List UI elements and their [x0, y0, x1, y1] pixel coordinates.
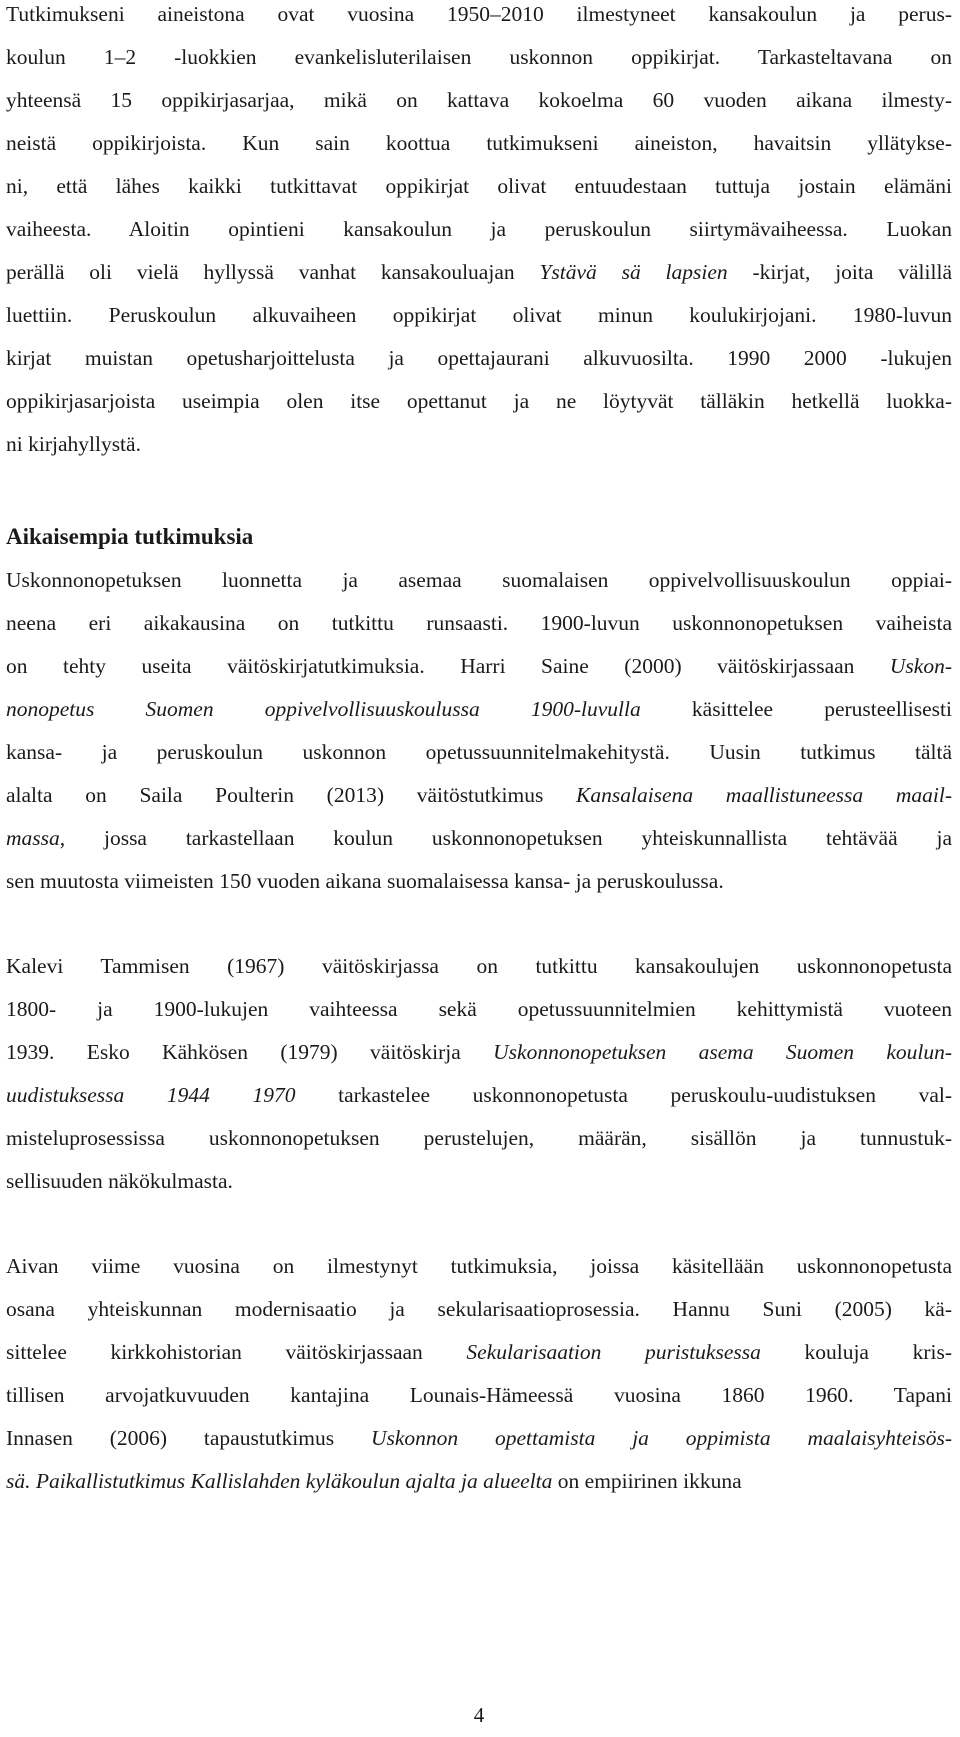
- text-line: alalta on Saila Poulterin (2013) väitöstutkimus Kansalaisena maallistuneessa maail-: [6, 783, 952, 807]
- text-line: sittelee kirkkohistorian väitöskirjassaan Sekularisaation puristuksessa kouluja kris-: [6, 1340, 952, 1364]
- text-line: ni kirjahyllystä.: [6, 432, 141, 456]
- italic-title: Ystävä sä lapsien: [539, 260, 728, 284]
- text-line: Uskonnonopetuksen luonnetta ja asemaa suomalaisen oppivelvollisuuskoulun oppiai-: [6, 568, 952, 592]
- italic-title: uudistuksessa 1944 1970: [6, 1083, 296, 1107]
- text-line: kirjat muistan opetusharjoittelusta ja opettajaurani alkuvuosilta. 1990 2000 -lukujen: [6, 346, 952, 370]
- text-line: yhteensä 15 oppikirjasarjaa, mikä on kattava kokoelma 60 vuoden aikana ilmesty-: [6, 88, 952, 112]
- text-line: koulun 1–2 -luokkien evankelisluterilaisen uskonnon oppikirjat. Tarkasteltavana on: [6, 45, 952, 69]
- italic-title: massa: [6, 826, 60, 850]
- text-line: osana yhteiskunnan modernisaatio ja sekularisaatioprosessia. Hannu Suni (2005) kä-: [6, 1297, 952, 1321]
- page-number: 4: [473, 1703, 485, 1727]
- text-line: Aivan viime vuosina on ilmestynyt tutkimuksia, joissa käsitellään uskonnonopetusta: [6, 1254, 952, 1278]
- italic-title: Sekularisaation puristuksessa: [466, 1340, 761, 1364]
- text-line: uudistuksessa 1944 1970 tarkastelee uskonnonopetusta peruskoulu-uudistuksen val-: [6, 1083, 953, 1107]
- text-line: on tehty useita väitöskirjatutkimuksia. Harri Saine (2000) väitöskirjassaan Uskon-: [6, 654, 952, 678]
- text-line: vaiheesta. Aloitin opintieni kansakoulun ja peruskoulun siirtymävaiheessa. Luokan: [6, 217, 952, 241]
- section-heading: Aikaisempia tutkimuksia: [6, 524, 254, 549]
- text-line: sen muutosta viimeisten 150 vuoden aikana suomalaisessa kansa- ja peruskoulussa.: [6, 869, 724, 893]
- italic-title: Kansalaisena maallistuneessa maail-: [576, 783, 952, 807]
- text-line: kansa- ja peruskoulun uskonnon opetussuunnitelmakehitystä. Uusin tutkimus tältä: [6, 740, 952, 764]
- text-line: sä. Paikallistutkimus Kallislahden kyläkoulun ajalta ja alueelta on empiirinen ikkuna: [6, 1469, 742, 1493]
- text-line: 1800- ja 1900-lukujen vaihteessa sekä opetussuunnitelmien kehittymistä vuoteen: [6, 997, 952, 1021]
- text-line: nonopetus Suomen oppivelvollisuuskoulussa 1900-luvulla käsittelee perusteellisesti: [6, 697, 952, 721]
- italic-title: Uskon-: [889, 654, 952, 678]
- text-line: tillisen arvojatkuvuuden kantajina Lounais-Hämeessä vuosina 1860 1960. Tapani: [6, 1383, 952, 1407]
- italic-title: Uskonnon opettamista ja oppimista maalaisyhteisös-: [370, 1426, 952, 1450]
- text-line: massa, jossa tarkastellaan koulun uskonnonopetuksen yhteiskunnallista tehtävää ja: [6, 826, 952, 850]
- text-line: oppikirjasarjoista useimpia olen itse opettanut ja ne löytyvät tälläkin hetkellä luokka-: [6, 389, 952, 413]
- text-line: luettiin. Peruskoulun alkuvaiheen oppikirjat olivat minun koulukirjojani. 1980-luvun: [6, 303, 952, 327]
- text-line: neena eri aikakausina on tutkittu runsaasti. 1900-luvun uskonnonopetuksen vaiheista: [6, 611, 952, 635]
- text-line: sellisuuden näkökulmasta.: [6, 1169, 233, 1193]
- paragraph-recent-research: [6, 1245, 952, 1503]
- paragraph-dissertations: [6, 945, 952, 1203]
- text-line: neistä oppikirjoista. Kun sain koottua tutkimukseni aineiston, havaitsin yllätykse-: [6, 131, 952, 155]
- text-line: 1939. Esko Kähkösen (1979) väitöskirja Uskonnonopetuksen asema Suomen koulun-: [6, 1040, 952, 1064]
- italic-title: Uskonnonopetuksen asema Suomen koulun-: [493, 1040, 952, 1064]
- text-line: Kalevi Tammisen (1967) väitöskirjassa on tutkittu kansakoulujen uskonnonopetusta: [6, 954, 952, 978]
- text-line: perällä oli vielä hyllyssä vanhat kansakouluajan Ystävä sä lapsien -kirjat, joita välillä: [6, 260, 952, 284]
- paragraph-previous-research: [6, 559, 952, 903]
- text-line: Innasen (2006) tapaustutkimus Uskonnon opettamista ja oppimista maalaisyhteisös-: [6, 1426, 952, 1450]
- italic-title: nonopetus Suomen oppivelvollisuuskoulussa 1900-luvulla: [6, 697, 641, 721]
- paragraph-materials: [6, 0, 952, 466]
- text-line: Tutkimukseni aineistona ovat vuosina 1950–2010 ilmestyneet kansakoulun ja perus-: [6, 2, 952, 26]
- italic-title: sä. Paikallistutkimus Kallislahden kyläkoulun ajalta ja alueelta: [6, 1469, 553, 1493]
- text-line: misteluprosessissa uskonnonopetuksen perustelujen, määrän, sisällön ja tunnustuk-: [6, 1126, 952, 1150]
- text-line: ni, että lähes kaikki tutkittavat oppikirjat olivat entuudestaan tuttuja jostain elämäni: [6, 174, 952, 198]
